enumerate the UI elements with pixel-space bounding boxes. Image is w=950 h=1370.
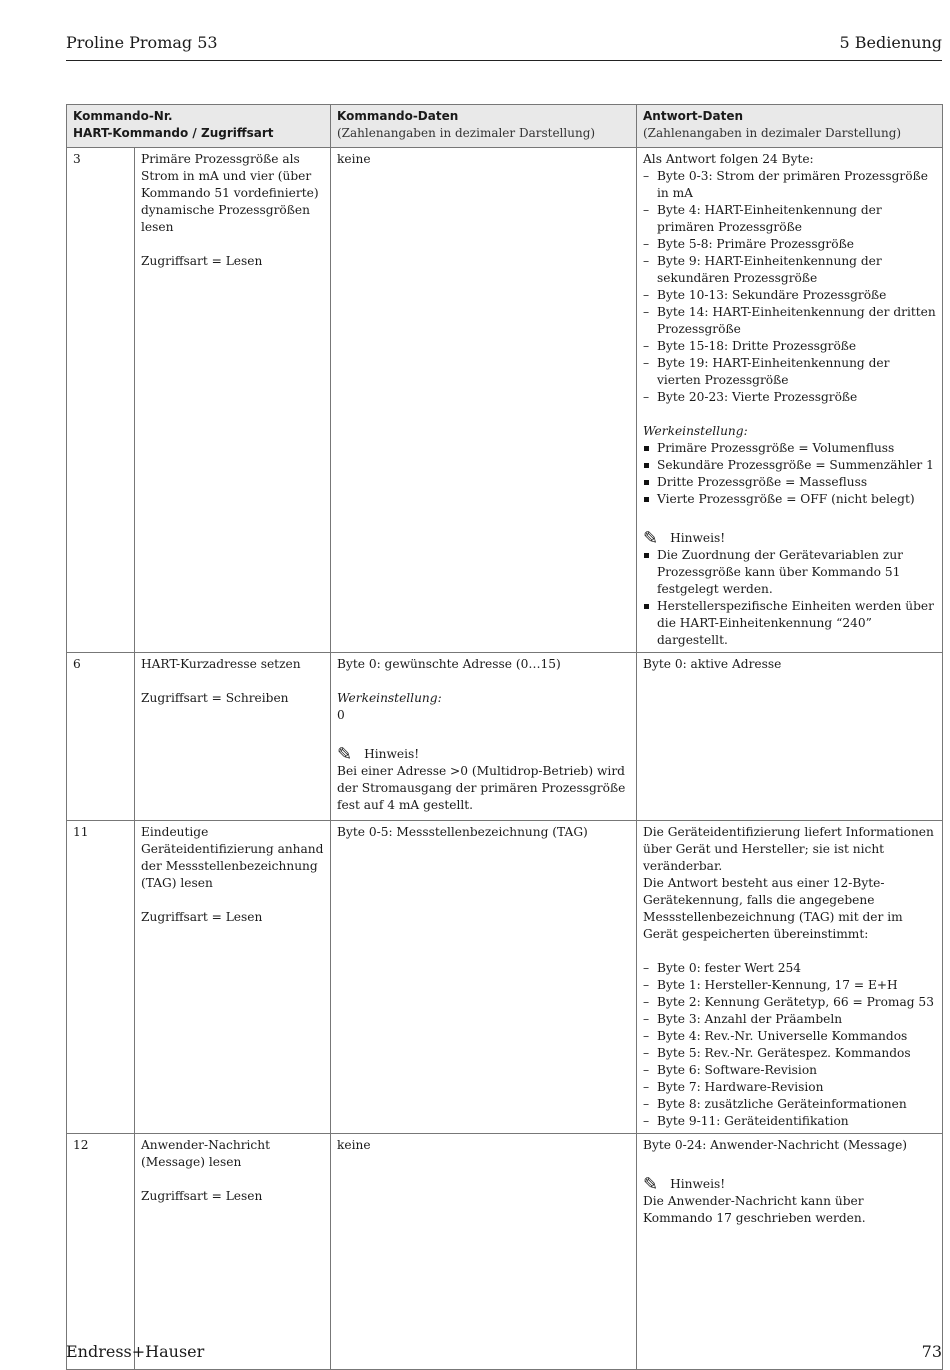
pencil-note-icon: ✎ xyxy=(643,1174,659,1195)
command-data: keine xyxy=(331,1134,637,1370)
factory-setting-label: Werkeinstellung: xyxy=(643,424,748,438)
response-intro: Als Antwort folgen 24 Byte: xyxy=(643,152,814,166)
list-item: – Byte 14: HART-Einheitenkennung der dritten Prozessgröße xyxy=(643,304,936,338)
access-type: Zugriffsart = Schreiben xyxy=(141,691,289,705)
command-data-cell xyxy=(331,653,637,821)
note-block xyxy=(337,746,630,763)
response-byte-list xyxy=(643,168,936,406)
response-paragraph: Die Antwort besteht aus einer 12-Byte-Gerätekennung, falls die angegebene Messstellenbezeichnung (TAG) mit der im Gerät gespeicherten übereinstimmt: xyxy=(643,876,903,941)
note-label: Hinweis! xyxy=(364,747,420,761)
access-type: Zugriffsart = Lesen xyxy=(141,1189,263,1203)
list-item: – Byte 0: fester Wert 254 xyxy=(643,960,936,977)
factory-setting-label: Werkeinstellung: xyxy=(337,691,442,705)
table-row xyxy=(67,653,943,821)
list-item: – Byte 0-3: Strom der primären Prozessgröße in mA xyxy=(643,168,936,202)
list-item: Vierte Prozessgröße = OFF (nicht belegt) xyxy=(643,491,936,508)
header-response-data xyxy=(637,105,943,148)
list-item: – Byte 10-13: Sekundäre Prozessgröße xyxy=(643,287,936,304)
list-item: Dritte Prozessgröße = Massefluss xyxy=(643,474,936,491)
response-data-cell xyxy=(637,821,943,1134)
response-data: Byte 0: aktive Adresse xyxy=(637,653,943,821)
list-item: – Byte 9: HART-Einheitenkennung der sekundären Prozessgröße xyxy=(643,253,936,287)
access-type: Zugriffsart = Lesen xyxy=(141,910,263,924)
list-item: Sekundäre Prozessgröße = Summenzähler 1 xyxy=(643,457,936,474)
command-description: Anwender-Nachricht (Message) lesen xyxy=(141,1138,271,1169)
list-item: – Byte 3: Anzahl der Präambeln xyxy=(643,1011,936,1028)
list-item: – Byte 15-18: Dritte Prozessgröße xyxy=(643,338,936,355)
command-description-cell xyxy=(135,821,331,1134)
factory-setting-list xyxy=(643,440,936,508)
table-row xyxy=(67,821,943,1134)
page-number: 73 xyxy=(921,1342,942,1361)
header-response-data-title: Antwort-Daten xyxy=(643,109,744,123)
command-description: HART-Kurzadresse setzen xyxy=(141,657,301,671)
list-item: Herstellerspezifische Einheiten werden über die HART-Einheitenkennung “240” dargestellt. xyxy=(643,598,936,649)
list-item: – Byte 20-23: Vierte Prozessgröße xyxy=(643,389,936,406)
list-item: – Byte 1: Hersteller-Kennung, 17 = E+H xyxy=(643,977,936,994)
list-item: – Byte 9-11: Geräteidentifikation xyxy=(643,1113,936,1130)
response-data-cell xyxy=(637,148,943,653)
command-description: Primäre Prozessgröße als Strom in mA und vier (über Kommando 51 vordefinierte) dynamische Prozessgrößen lesen xyxy=(141,152,319,234)
header-command-nr xyxy=(67,105,331,148)
command-data: keine xyxy=(331,148,637,653)
command-number: 11 xyxy=(67,821,135,1134)
response-data-cell xyxy=(637,1134,943,1370)
table-row xyxy=(67,1134,943,1370)
pencil-note-icon: ✎ xyxy=(337,744,353,765)
header-command-nr-line1: Kommando-Nr. xyxy=(73,109,173,123)
note-block xyxy=(643,530,936,547)
list-item: Die Zuordnung der Gerätevariablen zur Prozessgröße kann über Kommando 51 festgelegt werden. xyxy=(643,547,936,598)
command-number: 12 xyxy=(67,1134,135,1370)
command-number: 3 xyxy=(67,148,135,653)
list-item: – Byte 4: Rev.-Nr. Universelle Kommandos xyxy=(643,1028,936,1045)
pencil-note-icon: ✎ xyxy=(643,528,659,549)
command-description-cell xyxy=(135,148,331,653)
command-description-cell xyxy=(135,653,331,821)
list-item: – Byte 7: Hardware-Revision xyxy=(643,1079,936,1096)
response-byte-list xyxy=(643,960,936,1130)
response-paragraph: Die Geräteidentifizierung liefert Informationen über Gerät und Hersteller; sie ist nicht veränderbar. xyxy=(643,825,934,873)
header-command-nr-line2: HART-Kommando / Zugriffsart xyxy=(73,126,274,140)
access-type: Zugriffsart = Lesen xyxy=(141,254,263,268)
footer-brand: Endress+Hauser xyxy=(66,1342,205,1361)
header-command-data-title: Kommando-Daten xyxy=(337,109,459,123)
header-command-data-sub: (Zahlenangaben in dezimaler Darstellung) xyxy=(337,126,596,140)
note-label: Hinweis! xyxy=(670,531,726,545)
note-block xyxy=(643,1176,936,1193)
list-item: – Byte 19: HART-Einheitenkennung der vierten Prozessgröße xyxy=(643,355,936,389)
list-item: Primäre Prozessgröße = Volumenfluss xyxy=(643,440,936,457)
factory-setting-value: 0 xyxy=(337,708,345,722)
command-description-cell xyxy=(135,1134,331,1370)
list-item: – Byte 2: Kennung Gerätetyp, 66 = Promag 53 xyxy=(643,994,936,1011)
list-item: – Byte 8: zusätzliche Geräteinformationen xyxy=(643,1096,936,1113)
note-text: Bei einer Adresse >0 (Multidrop-Betrieb) wird der Stromausgang der primären Prozessgröße fest auf 4 mA gestellt. xyxy=(337,764,626,812)
header-response-data-sub: (Zahlenangaben in dezimaler Darstellung) xyxy=(643,126,902,140)
running-header-title: Proline Promag 53 xyxy=(66,33,218,52)
list-item: – Byte 4: HART-Einheitenkennung der primären Prozessgröße xyxy=(643,202,936,236)
response-data: Byte 0-24: Anwender-Nachricht (Message) xyxy=(643,1138,908,1152)
list-item: – Byte 5: Rev.-Nr. Gerätespez. Kommandos xyxy=(643,1045,936,1062)
command-description: Eindeutige Geräteidentifizierung anhand der Messstellenbezeichnung (TAG) lesen xyxy=(141,825,324,890)
header-rule xyxy=(66,60,942,61)
note-label: Hinweis! xyxy=(670,1177,726,1191)
table-row xyxy=(67,148,943,653)
list-item: – Byte 5-8: Primäre Prozessgröße xyxy=(643,236,936,253)
command-data: Byte 0-5: Messstellenbezeichnung (TAG) xyxy=(331,821,637,1134)
note-text: Die Anwender-Nachricht kann über Kommando 17 geschrieben werden. xyxy=(643,1194,866,1225)
command-number: 6 xyxy=(67,653,135,821)
table-header-row xyxy=(67,105,943,148)
note-list xyxy=(643,547,936,649)
command-data: Byte 0: gewünschte Adresse (0…15) xyxy=(337,657,561,671)
list-item: – Byte 6: Software-Revision xyxy=(643,1062,936,1079)
header-command-data xyxy=(331,105,637,148)
hart-command-table xyxy=(66,104,943,1370)
running-header-section: 5 Bedienung xyxy=(839,33,942,52)
